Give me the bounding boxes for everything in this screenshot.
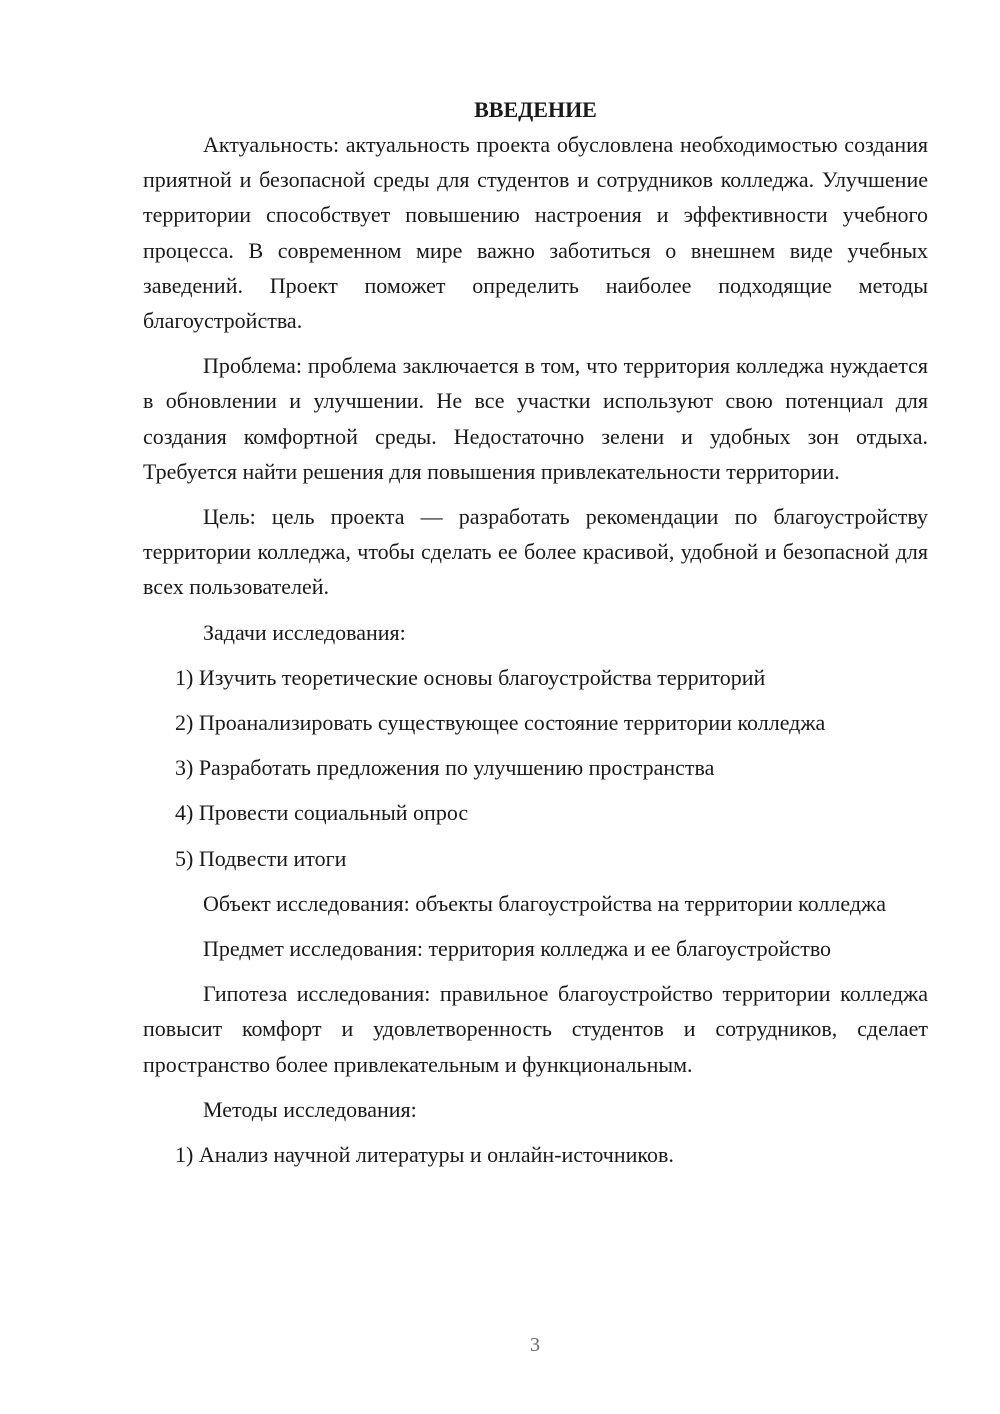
hypothesis-paragraph: Гипотеза исследования: правильное благоустройство территории колледжа повысит комфорт и удовлетворенность студентов и сотрудников, сделает пространство более привлекательным и функциональным. — [143, 981, 928, 1077]
methods-title: Методы исследования: — [203, 1096, 417, 1122]
page-title: ВВЕДЕНИЕ — [474, 97, 597, 122]
relevance-paragraph: Актуальность: актуальность проекта обусловлена необходимостью создания приятной и безопасной среды для студентов и сотрудников колледжа. Улучшение территории способствует повышению настроения и эффективности учебного процесса. В современном мире важно заботиться о внешнем виде учебных заведений. Проект поможет определить наиболее подходящие методы благоустройства. — [143, 132, 928, 334]
list-item: 1) Изучить теоретические основы благоустройства территорий — [175, 664, 766, 690]
list-item: 3) Разработать предложения по улучшению пространства — [175, 755, 715, 781]
tasks-list — [143, 660, 928, 876]
methods-list — [143, 1137, 928, 1172]
page-number: 3 — [530, 1334, 540, 1356]
problem-paragraph: Проблема: проблема заключается в том, что территория колледжа нуждается в обновлении и улучшении. Не все участки используют свою потенциал для создания комфортной среды. Недостаточно зелени и удобных зон отдыха. Требуется найти решения для повышения привлекательности территории. — [143, 353, 928, 484]
tasks-title: Задачи исследования: — [203, 619, 406, 645]
list-item: 4) Провести социальный опрос — [175, 800, 469, 826]
list-item: 5) Подвести итоги — [175, 845, 347, 871]
object-paragraph: Объект исследования: объекты благоустройства на территории колледжа — [203, 890, 886, 916]
document-page — [143, 92, 928, 1172]
goal-paragraph: Цель: цель проекта — разработать рекомендации по благоустройству территории колледжа, чтобы сделать ее более красивой, удобной и безопасной для всех пользователей. — [143, 504, 928, 600]
list-item: 1) Анализ научной литературы и онлайн-источников. — [175, 1142, 674, 1168]
subject-paragraph: Предмет исследования: территория колледжа и ее благоустройство — [203, 936, 832, 962]
list-item: 2) Проанализировать существующее состояние территории колледжа — [175, 710, 826, 736]
